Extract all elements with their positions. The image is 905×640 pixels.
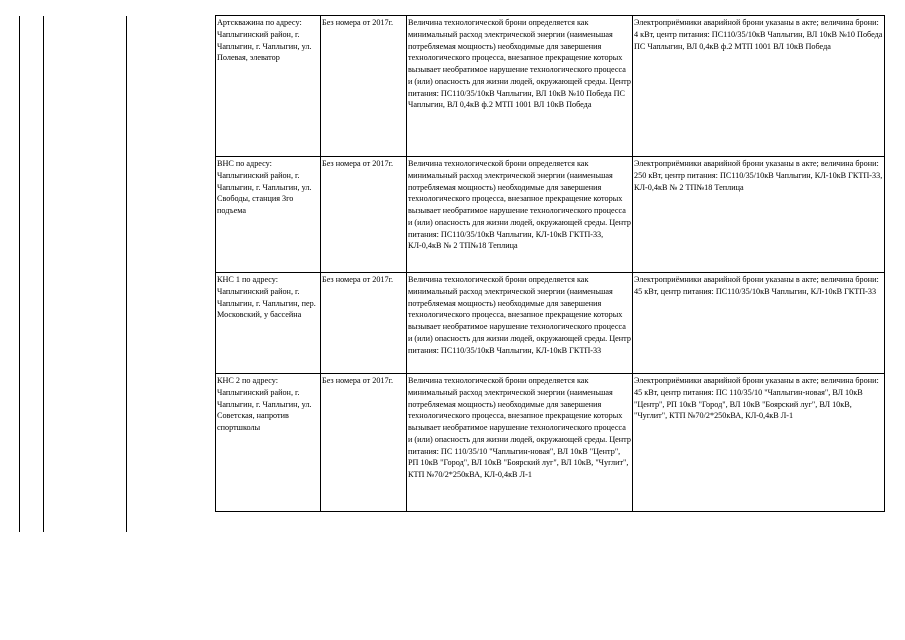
table-row bbox=[216, 16, 885, 157]
table-row bbox=[216, 157, 885, 273]
emergency-reserve-cell: Электроприёмники аварийной брони указаны в акте; величина брони: 4 кВт, центр питания: ПС110/35/10кВ Чаплыгин, ВЛ 10кВ №10 Победа ПС Чаплыгин, ВЛ 0,4кВ ф.2 МТП 1001 ВЛ 10кВ Победа bbox=[633, 16, 885, 157]
act-number-cell: Без номера от 2017г. bbox=[321, 273, 407, 374]
column-rule-second bbox=[43, 16, 44, 532]
emergency-reserve-cell: Электроприёмники аварийной брони указаны в акте; величина брони: 250 кВт, центр питания: ПС110/35/10кВ Чаплыгин, КЛ-10кВ ГКТП-33, КЛ-0,4кВ № 2 ТП№18 Теплица bbox=[633, 157, 885, 273]
act-number-cell: Без номера от 2017г. bbox=[321, 157, 407, 273]
object-address-cell: КНС 1 по адресу: Чаплыгинский район, г. Чаплыгин, г. Чаплыгин, пер. Московский, у бассейна bbox=[216, 273, 321, 374]
object-address-cell: Артскважина по адресу: Чаплыгинский район, г. Чаплыгин, г. Чаплыгин, ул. Полевая, элеватор bbox=[216, 16, 321, 157]
emergency-reserve-cell: Электроприёмники аварийной брони указаны в акте; величина брони: 45 кВт, центр питания: ПС110/35/10кВ Чаплыгин, КЛ-10кВ ГКТП-33 bbox=[633, 273, 885, 374]
emergency-reserve-cell: Электроприёмники аварийной брони указаны в акте; величина брони: 45 кВт, центр питания: ПС 110/35/10 "Чаплыгин-новая", ВЛ 10кВ "Центр", РП 10кВ "Город", ВЛ 10кВ "Боярский луг", ВЛ 10кВ, "Чуглит", КТП №70/2*250кВА, КЛ-0,4кВ Л-1 bbox=[633, 374, 885, 512]
technological-reserve-cell: Величина технологической брони определяется как минимальный расход электрической энергии (наименьшая потребляемая мощность) необходимые для завершения технологического процесса, внезапное прекращение которых вызывает необратимое нарушение технологического процесса и (или) опасность для жизни людей, окружающей среды. Центр питания: ПС110/35/10кВ Чаплыгин, ВЛ 10кВ №10 Победа ПС Чаплыгин, ВЛ 0,4кВ ф.2 МТП 1001 ВЛ 10кВ Победа bbox=[407, 16, 633, 157]
column-rule-left bbox=[19, 16, 20, 532]
act-number-cell: Без номера от 2017г. bbox=[321, 16, 407, 157]
technological-reserve-table bbox=[215, 15, 885, 512]
act-number-cell: Без номера от 2017г. bbox=[321, 374, 407, 512]
table-row bbox=[216, 374, 885, 512]
technological-reserve-cell: Величина технологической брони определяется как минимальный расход электрической энергии (наименьшая потребляемая мощность) необходимые для завершения технологического процесса, внезапное прекращение которых вызывает необратимое нарушение технологического процесса и (или) опасность для жизни людей, окружающей среды. Центр питания: ПС110/35/10кВ Чаплыгин, КЛ-10кВ ГКТП-33, КЛ-0,4кВ № 2 ТП№18 Теплица bbox=[407, 157, 633, 273]
object-address-cell: КНС 2 по адресу: Чаплыгинский район, г. Чаплыгин, г. Чаплыгин, ул. Советская, напротив спортшколы bbox=[216, 374, 321, 512]
column-rule-third bbox=[126, 16, 127, 532]
table-row bbox=[216, 273, 885, 374]
technological-reserve-cell: Величина технологической брони определяется как минимальный расход электрической энергии (наименьшая потребляемая мощность) необходимые для завершения технологического процесса, внезапное прекращение которых вызывает необратимое нарушение технологического процесса и (или) опасность для жизни людей, окружающей среды. Центр питания: ПС110/35/10кВ Чаплыгин, КЛ-10кВ ГКТП-33 bbox=[407, 273, 633, 374]
technological-reserve-cell: Величина технологической брони определяется как минимальный расход электрической энергии (наименьшая потребляемая мощность) необходимые для завершения технологического процесса, внезапное прекращение которых вызывает необратимое нарушение технологического процесса и (или) опасность для жизни людей, окружающей среды. Центр питания: ПС 110/35/10 "Чаплыгин-новая", ВЛ 10кВ "Центр", РП 10кВ "Город", ВЛ 10кВ "Боярский луг", ВЛ 10кВ, "Чуглит", КТП №70/2*250кВА, КЛ-0,4кВ Л-1 bbox=[407, 374, 633, 512]
object-address-cell: ВНС по адресу: Чаплыгинский район, г. Чаплыгин, г. Чаплыгин, ул. Свободы, станция 3го подъема bbox=[216, 157, 321, 273]
